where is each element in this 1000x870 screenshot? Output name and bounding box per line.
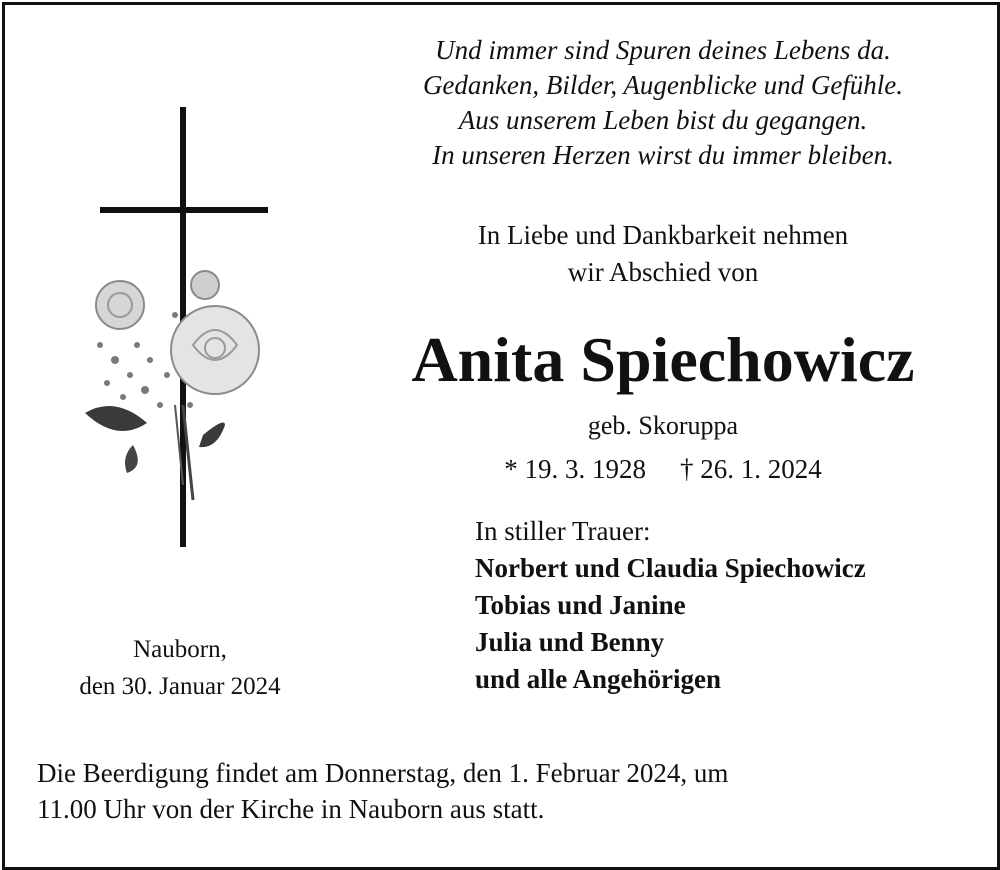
funeral-line: 11.00 Uhr von der Kirche in Nauborn aus statt. bbox=[37, 794, 545, 824]
obituary-notice bbox=[2, 2, 1000, 870]
mourner-name: Tobias und Janine bbox=[475, 590, 686, 620]
intro-line: wir Abschied von bbox=[567, 257, 759, 287]
mourner-name: Julia und Benny bbox=[475, 627, 665, 657]
poem-line: Aus unserem Leben bist du gegangen. bbox=[458, 105, 868, 135]
notice-date: den 30. Januar 2024 bbox=[79, 673, 281, 700]
farewell-intro bbox=[393, 217, 933, 291]
place: Nauborn, bbox=[133, 636, 227, 663]
deceased-name: Anita Spiechowicz bbox=[411, 324, 915, 395]
cross-with-roses-icon bbox=[75, 105, 285, 555]
funeral-line: Die Beerdigung findet am Donnerstag, den 1. Februar 2024, um bbox=[37, 758, 729, 788]
mourner-name: und alle Angehörigen bbox=[475, 664, 722, 694]
poem-line: Und immer sind Spuren deines Lebens da. bbox=[435, 35, 891, 65]
mourners-label: In stiller Trauer: bbox=[475, 516, 651, 546]
place-and-date bbox=[35, 631, 325, 705]
intro-line: In Liebe und Dankbarkeit nehmen bbox=[477, 220, 849, 250]
memorial-poem bbox=[393, 33, 933, 173]
poem-line: Gedanken, Bilder, Augenblicke und Gefühle. bbox=[422, 70, 904, 100]
birth-date: * 19. 3. 1928 bbox=[504, 454, 646, 484]
mourner-name: Norbert und Claudia Spiechowicz bbox=[475, 553, 866, 583]
death-date: † 26. 1. 2024 bbox=[680, 454, 822, 484]
birth-name: geb. Skoruppa bbox=[587, 411, 739, 440]
mourners-block bbox=[475, 513, 975, 698]
poem-line: In unseren Herzen wirst du immer bleiben. bbox=[432, 140, 894, 170]
funeral-info bbox=[37, 755, 967, 827]
life-dates bbox=[393, 451, 933, 487]
